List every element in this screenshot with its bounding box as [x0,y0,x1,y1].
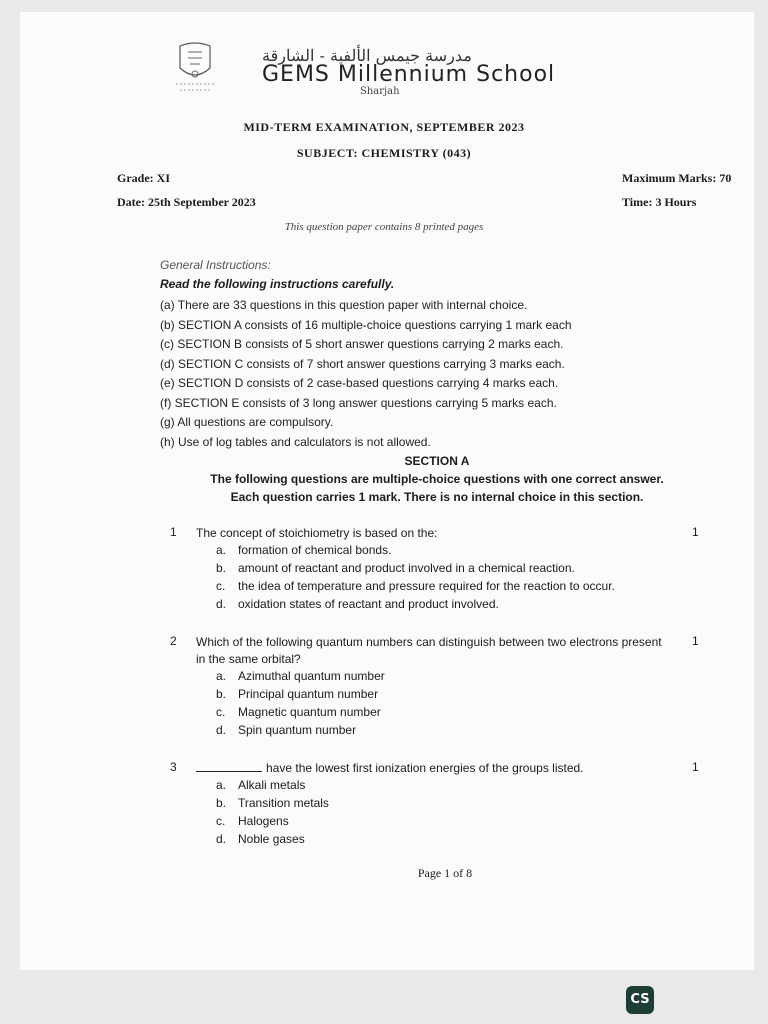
instruction-item: (h) Use of log tables and calculators is not allowed. [160,434,431,449]
page-number: Page 1 of 8 [417,866,473,880]
question-text: The concept of stoichiometry is based on the: [196,526,438,540]
question-text: have the lowest first ionization energies of the groups listed. [196,760,666,777]
question-number: 1 [170,525,177,539]
options-list [216,776,329,848]
school-name: GEMS Millennium School [262,62,556,87]
question-marks: 1 [692,760,699,774]
option: b. Principal quantum number [216,687,379,701]
instruction-item: (b) SECTION A consists of 16 multiple-choice questions carrying 1 mark each [160,317,572,332]
options-list [216,667,385,739]
question-number: 3 [170,760,177,774]
read-carefully-note: Read the following instructions carefully. [160,277,395,291]
subject-line: SUBJECT: CHEMISTRY (043) [296,146,472,160]
answer-blank [196,760,262,772]
school-city: Sharjah [360,86,400,97]
maximum-marks: Maximum Marks: 70 [622,171,732,185]
option: b. Transition metals [216,796,329,810]
option: b. amount of reactant and product involved in a chemical reaction. [216,561,575,575]
instruction-item: (e) SECTION D consists of 2 case-based questions carrying 4 marks each. [160,376,559,390]
instructions-list [160,296,572,452]
option: a. Azimuthal quantum number [216,669,385,683]
instruction-item: (c) SECTION B consists of 5 short answer questions carrying 2 marks each. [160,337,564,351]
options-list [216,541,615,613]
instruction-item: (f) SECTION E consists of 3 long answer questions carrying 5 marks each. [160,395,557,410]
grade: Grade: XI [117,171,170,185]
option: d. Noble gases [216,832,305,846]
camscanner-badge[interactable]: CS [626,986,654,1014]
exam-time: Time: 3 Hours [622,195,697,209]
general-instructions-heading: General Instructions: [160,258,271,272]
question-marks: 1 [692,634,699,648]
school-name-arabic: مدرسة جيمس الألفية - الشارقة [262,46,472,65]
section-a-desc-line1: The following questions are multiple-choice questions with one correct answer. [210,472,664,486]
option: c. Magnetic quantum number [216,705,381,719]
option: d. oxidation states of reactant and product involved. [216,597,499,611]
school-crest-icon [170,38,220,100]
pages-note: This question paper contains 8 printed pages [284,221,484,233]
instruction-item: (d) SECTION C consists of 7 short answer questions carrying 3 marks each. [160,356,565,371]
section-a-title: SECTION A [404,454,470,468]
section-a-description [0,470,768,506]
option: a. Alkali metals [216,778,306,792]
option: d. Spin quantum number [216,723,357,737]
question-number: 2 [170,634,177,648]
section-a-desc-line2: Each question carries 1 mark. There is no internal choice in this section. [230,490,644,504]
option: c. Halogens [216,814,289,828]
option: c. the idea of temperature and pressure required for the reaction to occur. [216,579,615,593]
exam-date: Date: 25th September 2023 [117,195,256,209]
question-text: Which of the following quantum numbers can distinguish between two electrons present in the same orbital? [196,635,662,666]
instruction-item: (a) There are 33 questions in this question paper with internal choice. [160,298,528,312]
exam-title: MID-TERM EXAMINATION, SEPTEMBER 2023 [243,120,525,134]
question-marks: 1 [692,525,699,539]
instruction-item: (g) All questions are compulsory. [160,415,334,429]
option: a. formation of chemical bonds. [216,543,392,557]
